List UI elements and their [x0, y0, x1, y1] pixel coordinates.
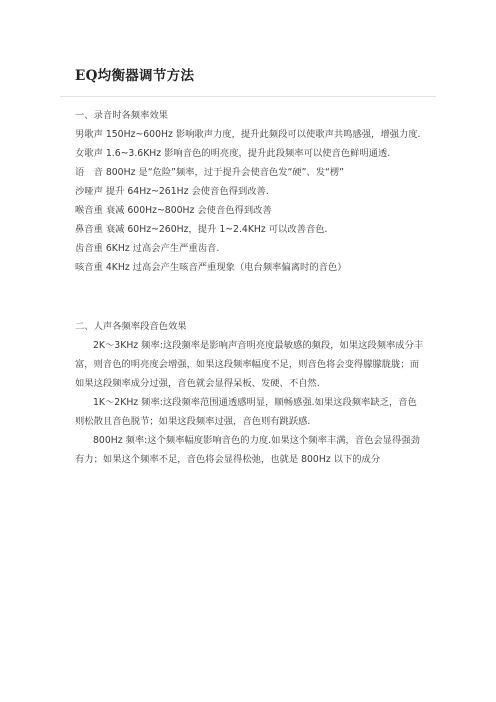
body-line-female-voice: 女歌声 1.6~3.6KHz 影响音色的明亮度，提升此段频率可以使音色鲜明通透. — [75, 148, 391, 159]
paragraph-800hz: 800Hz 频率:这个频率幅度影响音色的力度.如果这个频率丰满，音色会显得强劲有力；如果这个频率不足，音色将会显得松弛，也就是 800Hz 以下的成分 — [75, 435, 420, 465]
paragraph-1k-2khz: 1K～2KHz 频率:这段频率范围通透感明显，顺畅感强.如果这段频率缺乏，音色则松散且音色脱节；如果这段频率过强，音色则有跳跃感. — [75, 397, 417, 427]
body-line-speech: 语 音 800Hz 是“危险”频率，过于提升会使音色发“硬”、发“楞” — [75, 167, 344, 178]
body-line-male-voice: 男歌声 150Hz~600Hz 影响歌声力度，提升此频段可以使歌声共鸣感强，增强力度. — [75, 129, 421, 140]
document-title: EQ均衡器调节方法 — [75, 68, 195, 84]
paragraph-2k-3khz: 2K～3KHz 频率:这段频率是影响声音明亮度最敏感的频段，如果这段频率成分丰富，则音色的明亮度会增强，如果这段频率幅度不足，则音色将会变得朦朦胧胧；而如果这段频率成分过强，音色就会显得呆板、发硬、不自然. — [75, 340, 424, 389]
body-line-hoarse-voice: 沙哑声 提升 64Hz~261Hz 会使音色得到改善. — [75, 186, 269, 197]
document-body — [75, 106, 425, 469]
body-line-cough-sound: 咳音重 4KHz 过高会产生咳音严重现象（电台频率偏离时的音色） — [75, 262, 347, 273]
body-line-throat-voice: 喉音重 衰减 600Hz~800Hz 会使音色得到改善 — [75, 205, 272, 216]
section-spacer — [75, 277, 425, 317]
body-line-sibilance: 齿音重 6KHz 过高会产生严重齿音. — [75, 243, 220, 254]
section-heading-vocal-bands: 二、人声各频率段音色效果 — [75, 321, 187, 332]
section-heading-recording: 一、录音时各频率效果 — [75, 110, 168, 121]
title-divider — [60, 96, 436, 97]
body-line-nasal-voice: 鼻音重 衰减 60Hz~260Hz，提升 1~2.4KHz 可以改善音色. — [75, 224, 328, 235]
